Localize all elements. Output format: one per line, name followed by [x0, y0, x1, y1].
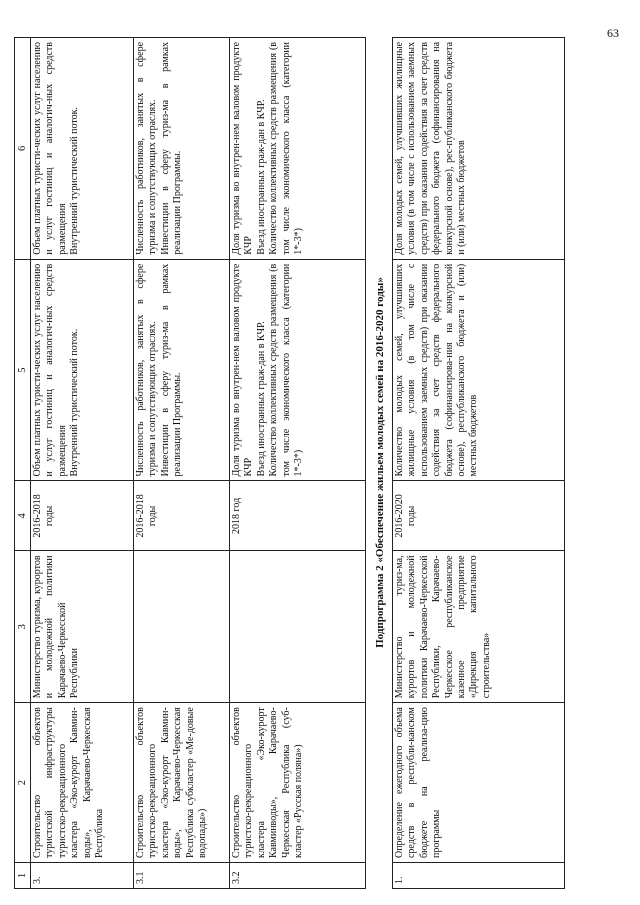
header-col-2: 2: [15, 702, 31, 862]
executor: [230, 550, 366, 702]
period: 2018 год: [230, 480, 366, 550]
table-row: [31, 37, 134, 889]
header-col-6: 6: [15, 37, 31, 259]
period: 2016-2020 годы: [393, 480, 565, 550]
program-link: Доля молодых семей, улучшивших жилищные условия (в том числе с использованием заемных средств) при оказании содействия за счет средств федерального бюджета (софинансирования на конкурсной основе), рес-публиканского бюджета и (или) местных бюджетов: [393, 37, 565, 259]
header-col-5: 5: [15, 259, 31, 481]
header-col-4: 4: [15, 480, 31, 550]
program-link: Доля туризма во внутрен-нем валовом продукте КЧР Въезд иностранных граж-дан в КЧР. Количество коллективных средств размещения (в том числе экономического класса (категории 1*-3*): [230, 37, 366, 259]
indicators: Количество молодых семей, улучшивших жилищные условия (в том числе с использованием заемных средств) при оказании содействия за счет средств федерального бюджета (софинансирова-ния на конкурсной основе), республиканского бюджета и (или) местных бюджетов: [393, 259, 565, 481]
table-row: [134, 37, 230, 889]
event-name: Определение ежегодного объема средств в республи-канском бюджете на реализа-цию программы: [393, 702, 565, 862]
program-link: Численность работников, занятых в сфере туризма и сопутствующих отраслях. Инвестиции в сферу туриз-ма в рамках реализации Программы.: [134, 37, 230, 259]
row-number: 3.: [31, 862, 134, 888]
executor: Министерство туриз-ма, курортов и молодежной политики Карачаево-Черкесской Республики, Карачаево-Черкесское республиканское казенное предприятие «Дирекция капитального строительства»: [393, 550, 565, 702]
period: 2016-2018 годы: [31, 480, 134, 550]
executor: [134, 550, 230, 702]
row-number: 3.2: [230, 862, 366, 888]
header-col-1: 1: [15, 862, 31, 888]
indicators: Доля туризма во внутрен-нем валовом продукте КЧР Въезд иностранных граж-дан в КЧР. Количество коллективных средств размещения (в том числе экономического класса (категории 1*-3*): [230, 259, 366, 481]
indicators: Объем платных туристи-ческих услуг населению и услуг гостиниц и аналогич-ных средств размещения Внутренний туристический поток.: [31, 259, 134, 481]
indicators: Численность работников, занятых в сфере туризма и сопутствующих отраслях. Инвестиции в сферу туриз-ма в рамках реализации Программы.: [134, 259, 230, 481]
table-row: [230, 37, 366, 889]
program-link: Объем платных туристи-ческих услуг населению и услуг гостиниц и аналогич-ных средств размещения Внутренний туристический поток.: [31, 37, 134, 259]
subprogram-title: Подпрограмма 2 «Обеспечение жильем молодых семей на 2016-2020 годы»: [366, 37, 392, 889]
row-number: 1.: [393, 862, 565, 888]
period: 2016-2018 годы: [134, 480, 230, 550]
event-name: Строительство объектов туристско-рекреационного кластера «Эко-курорт Кавмин-воды», Карачаево-Черкесская Республика субкластер «Ме-довые водопады»): [134, 702, 230, 862]
program-table: [14, 37, 565, 889]
page-number: 63: [607, 26, 619, 40]
event-name: Строительство объектов туристско-рекреационного кластера «Эко-курорт Кавминводы», Карачаево-Черкесская Республика (суб-кластер «Русская поляна»): [230, 702, 366, 862]
table-row: [392, 37, 565, 889]
event-name: Строительство объектов туристской инфраструктуры туристско-рекреационного кластера «Эко-курорт Кавмин-воды», Карачаево-Черкесская Республика: [31, 702, 134, 862]
table-header: [14, 37, 31, 889]
header-col-3: 3: [15, 550, 31, 702]
row-number: 3.1: [134, 862, 230, 888]
executor: Министерство туризма, курортов и молодежной политики Карачаево-Черкесской Республики: [31, 550, 134, 702]
